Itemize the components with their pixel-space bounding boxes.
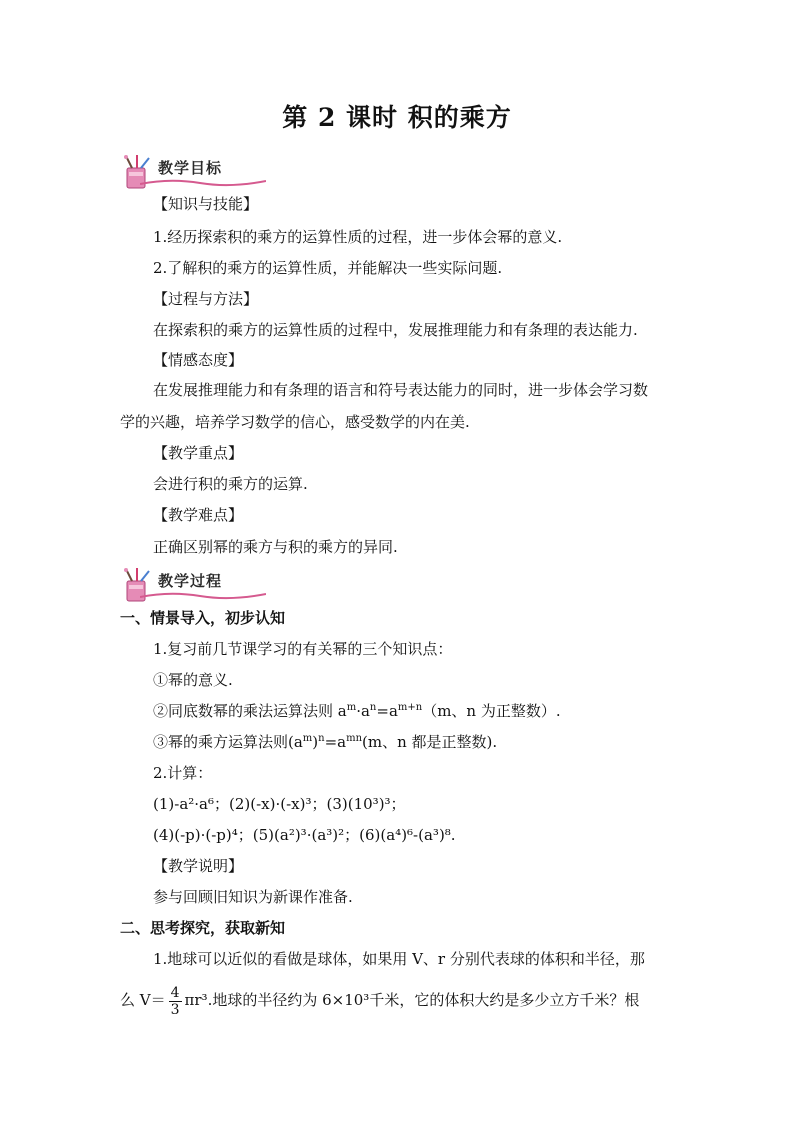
attitude-heading: 【情感态度】 — [153, 351, 244, 369]
review-item-3-text: =a — [324, 733, 347, 751]
exp-n: n — [318, 733, 325, 744]
calc-line-2: (4)(-p)·(-p)⁴；(5)(a²)³·(a³)²；(6)(a⁴)⁶-(a³)⁸. — [153, 826, 456, 844]
review-item-1: ①幂的意义. — [153, 671, 233, 689]
section-banner-process — [118, 567, 270, 603]
review-item-2-text: ②同底数幂的乘法运算法则 a — [153, 702, 347, 720]
review-item-3-text: (m、n 都是正整数). — [362, 733, 498, 751]
difficulty-item: 正确区别幂的乘方与积的乘方的异同. — [153, 538, 398, 556]
section-banner-goals — [118, 154, 270, 190]
note-heading: 【教学说明】 — [153, 857, 244, 875]
review-item-2-text: （m、n 为正整数）. — [422, 702, 561, 720]
exp-n: n — [369, 702, 377, 713]
review-item-2 — [0, 701, 794, 721]
review-item-2-text: =a — [376, 702, 398, 720]
review-item-2-text: ·a — [356, 702, 370, 720]
section-title-process: 教学过程 — [158, 572, 223, 590]
knowledge-item-1: 1.经历探索积的乘方的运算性质的过程，进一步体会幂的意义. — [153, 228, 563, 246]
review-item-3 — [0, 732, 794, 752]
fraction-numerator: 4 — [170, 984, 180, 1001]
note-item: 参与回顾旧知识为新课作准备. — [153, 888, 353, 906]
attitude-item-line2: 学的兴趣，培养学习数学的信心，感受数学的内在美. — [120, 413, 470, 431]
calc-intro: 2.计算： — [153, 764, 213, 782]
method-item-1: 在探索积的乘方的运算性质的过程中，发展推理能力和有条理的表达能力. — [153, 321, 638, 339]
fraction-four-thirds — [169, 985, 182, 1018]
calc-line-1: (1)-a²·a⁶；(2)(-x)·(-x)³；(3)(10³)³； — [153, 795, 406, 813]
knowledge-item-2: 2.了解积的乘方的运算性质，并能解决一些实际问题. — [153, 259, 503, 277]
section-title-goals: 教学目标 — [158, 159, 223, 177]
question-line-2 — [0, 979, 794, 1021]
fraction-denominator: 3 — [170, 1001, 180, 1018]
review-intro: 1.复习前几节课学习的有关幂的三个知识点： — [153, 640, 453, 658]
exp-m: m — [302, 733, 313, 744]
difficulty-heading: 【教学难点】 — [153, 506, 244, 524]
exp-mn: mn — [346, 733, 363, 744]
exp-m-plus-n: m+n — [397, 702, 423, 713]
exp-m: m — [346, 702, 357, 713]
page-title: 第 2 课时 积的乘方 — [282, 103, 512, 132]
method-heading: 【过程与方法】 — [153, 290, 259, 308]
question-line-1: 1.地球可以近似的看做是球体，如果用 V、r 分别代表球的体积和半径，那 — [153, 950, 645, 968]
part2-heading: 二、思考探究，获取新知 — [120, 919, 286, 937]
part1-heading: 一、情景导入，初步认知 — [120, 609, 286, 627]
review-item-3-text: ) — [312, 733, 319, 751]
question-text: 么 V＝ — [120, 991, 166, 1009]
knowledge-heading: 【知识与技能】 — [153, 195, 259, 213]
review-item-3-text: ③幂的乘方运算法则(a — [153, 733, 303, 751]
key-point-heading: 【教学重点】 — [153, 444, 244, 462]
attitude-item-line1: 在发展推理能力和有条理的语言和符号表达能力的同时，进一步体会学习数 — [153, 381, 649, 399]
key-point-item: 会进行积的乘方的运算. — [153, 475, 308, 493]
question-text: πr³.地球的半径约为 6×10³千米，它的体积大约是多少立方千米？根 — [184, 991, 640, 1009]
